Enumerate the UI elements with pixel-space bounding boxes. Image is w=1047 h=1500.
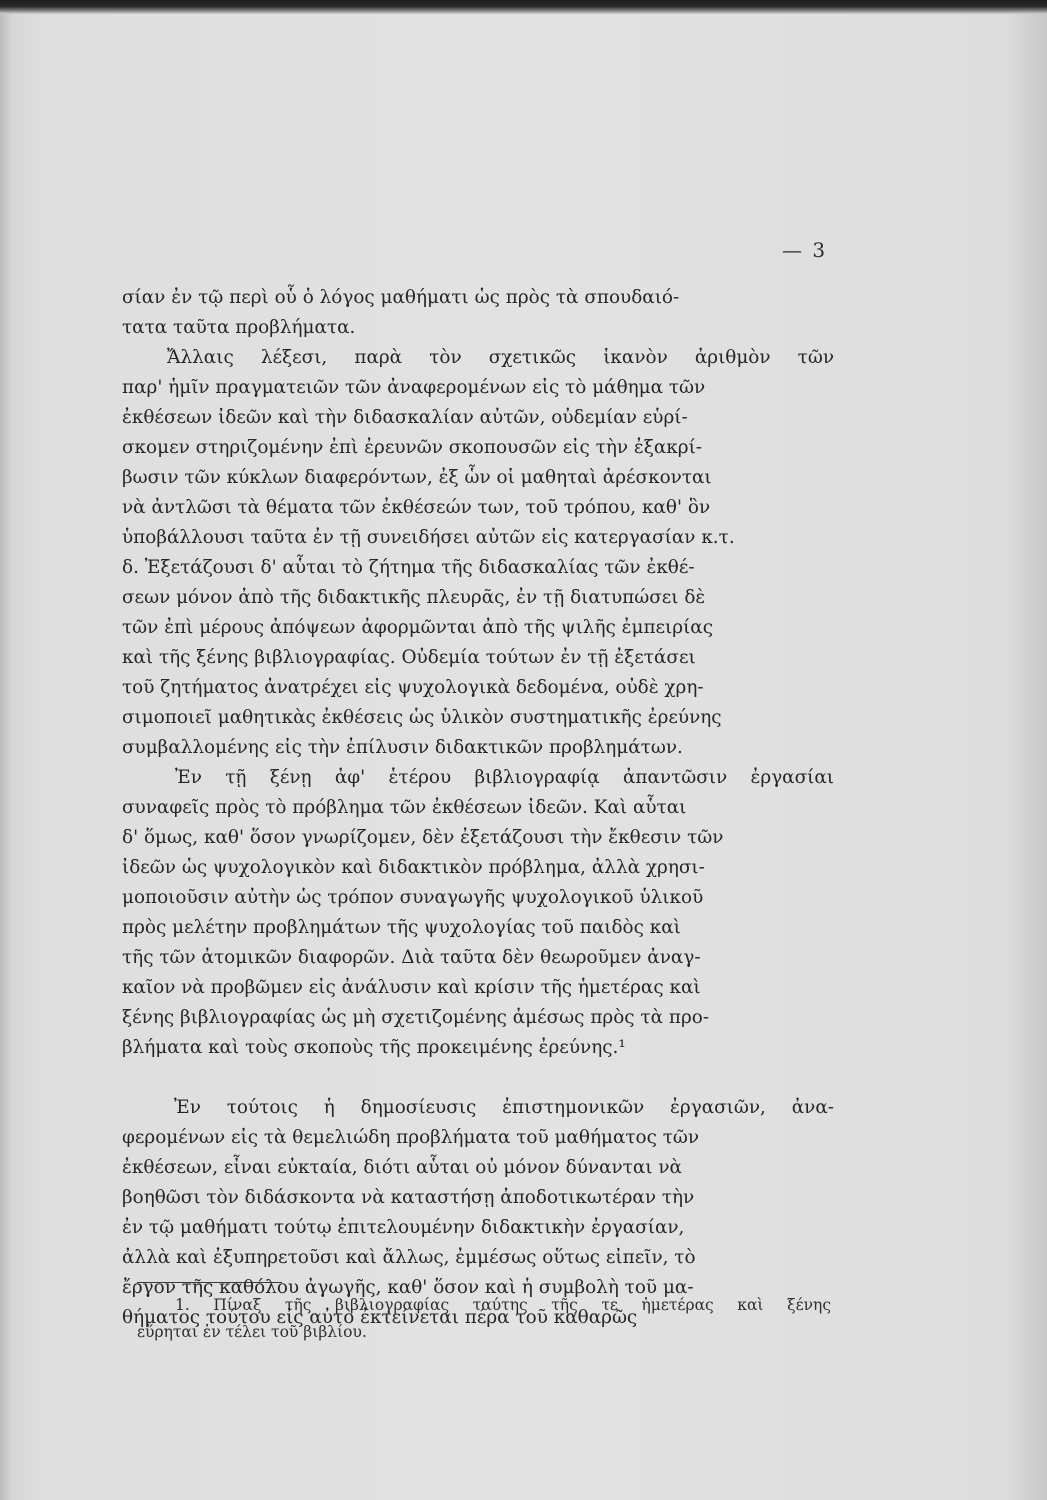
text-line: δ. Ἐξετάζουσι δ' αὗται τὸ ζήτημα τῆς διδασκαλίας τῶν ἐκθέ- (122, 557, 695, 578)
text-line: παρ' ἡμῖν πραγματειῶν τῶν ἀναφερομένων εἰς τὸ μάθημα τῶν (122, 377, 706, 398)
text-line: πρὸς μελέτην προβλημάτων τῆς ψυχολογίας τοῦ παιδὸς καὶ (122, 917, 681, 938)
text-line: ἐκθέσεων ἰδεῶν καὶ τὴν διδασκαλίαν αὐτῶν, οὐδεμίαν εὑρί- (122, 407, 688, 428)
text-line: δ' ὅμως, καθ' ὅσον γνωρίζομεν, δὲν ἐξετάζουσι τὴν ἔκθεσιν τῶν (122, 827, 724, 848)
text-line: ἰδεῶν ὡς ψυχολογικὸν καὶ διδακτικὸν πρόβλημα, ἀλλὰ χρησι- (122, 857, 705, 878)
text-line: τατα ταῦτα προβλήματα. (122, 317, 356, 338)
text-line: ἐκθέσεων, εἶναι εὐκταία, διότι αὗται οὐ μόνον δύνανται νὰ (122, 1157, 682, 1178)
text-line: νὰ ἀντλῶσι τὰ θέματα τῶν ἐκθέσεών των, τοῦ τρόπου, καθ' ὃν (122, 497, 711, 518)
text-line: σιμοποιεῖ μαθητικὰς ἐκθέσεις ὡς ὑλικὸν συστηματικῆς ἐρεύνης (122, 707, 722, 728)
text-line: ξένης βιβλιογραφίας ὡς μὴ σχετιζομένης ἀμέσως πρὸς τὰ προ- (122, 1007, 710, 1028)
footnote-line: εὕρηται ἐν τέλει τοῦ βιβλίου. (137, 1323, 367, 1341)
text-line: ἀλλὰ καὶ ἐξυπηρετοῦσι καὶ ἄλλως, ἐμμέσως οὕτως εἰπεῖν, τὸ (122, 1247, 696, 1268)
text-line: βλήματα καὶ τοὺς σκοποὺς τῆς προκειμένης ἐρεύνης.¹ (122, 1037, 626, 1058)
scan-top-edge (0, 0, 1047, 14)
text-line: Ἄλλαις λέξεσι, παρὰ τὸν σχετικῶς ἱκανὸν ἀριθμὸν τῶν (167, 347, 834, 368)
text-line: Ἐν τούτοις ἡ δημοσίευσις ἐπιστημονικῶν ἐργασιῶν, ἀνα- (174, 1097, 834, 1118)
text-line: σκομεν στηριζομένην ἐπὶ ἐρευνῶν σκοπουσῶν εἰς τὴν ἐξακρί- (122, 437, 703, 458)
text-line: φερομένων εἰς τὰ θεμελιώδη προβλήματα τοῦ μαθήματος τῶν (122, 1127, 700, 1148)
text-line: καὶ τῆς ξένης βιβλιογραφίας. Οὐδεμία τούτων ἐν τῇ ἐξετάσει (122, 647, 696, 668)
text-line: σεων μόνον ἀπὸ τῆς διδακτικῆς πλευρᾶς, ἐν τῇ διατυπώσει δὲ (122, 587, 706, 608)
text-line: βοηθῶσι τὸν διδάσκοντα νὰ καταστήσῃ ἀποδοτικωτέραν τὴν (122, 1187, 695, 1208)
page-number: — 3 (782, 238, 828, 262)
text-line: καῖον νὰ προβῶμεν εἰς ἀνάλυσιν καὶ κρίσιν τῆς ἡμετέρας καὶ (122, 977, 701, 998)
text-line: ὑποβάλλουσι ταῦτα ἐν τῇ συνειδήσει αὐτῶν εἰς κατεργασίαν κ.τ. (122, 527, 735, 548)
text-line: Ἐν τῇ ξένῃ ἀφ' ἑτέρου βιβλιογραφίᾳ ἀπαντῶσιν ἐργασίαι (175, 767, 834, 788)
text-line: συμβαλλομένης εἰς τὴν ἐπίλυσιν διδακτικῶν προβλημάτων. (122, 737, 683, 758)
text-line: μοποιοῦσιν αὐτὴν ὡς τρόπον συναγωγῆς ψυχολογικοῦ ὑλικοῦ (122, 887, 704, 908)
text-line: βωσιν τῶν κύκλων διαφερόντων, ἐξ ὧν οἱ μαθηταὶ ἀρέσκονται (122, 467, 712, 488)
text-line: συναφεῖς πρὸς τὸ πρόβλημα τῶν ἐκθέσεων ἰδεῶν. Καὶ αὗται (122, 797, 687, 818)
text-line: τῶν ἐπὶ μέρους ἀπόψεων ἀφορμῶνται ἀπὸ τῆς ψιλῆς ἐμπειρίας (122, 617, 714, 638)
footnote-divider (137, 1282, 282, 1283)
text-line: σίαν ἐν τῷ περὶ οὗ ὁ λόγος μαθήματι ὡς πρὸς τὰ σπουδαιό- (122, 287, 680, 308)
text-line: ἐν τῷ μαθήματι τούτῳ ἐπιτελουμένην διδακτικὴν ἐργασίαν, (122, 1217, 685, 1238)
text-line: ἔργον τῆς καθόλου ἀγωγῆς, καθ' ὅσον καὶ ἡ συμβολὴ τοῦ μα- (122, 1277, 694, 1298)
footnote-line: 1. Πίναξ τῆς βιβλιογραφίας ταύτης τῆς τε ἡμετέρας καὶ ξένης (175, 1296, 831, 1314)
text-line: τῆς τῶν ἀτομικῶν διαφορῶν. Διὰ ταῦτα δὲν θεωροῦμεν ἀναγ- (122, 947, 701, 968)
text-line: τοῦ ζητήματος ἀνατρέχει εἰς ψυχολογικὰ δεδομένα, οὐδὲ χρη- (122, 677, 704, 698)
text-line: θήματος τούτου εἰς αὐτὸ ἐκτείνεται πέρα τοῦ καθαρῶς (122, 1307, 638, 1328)
